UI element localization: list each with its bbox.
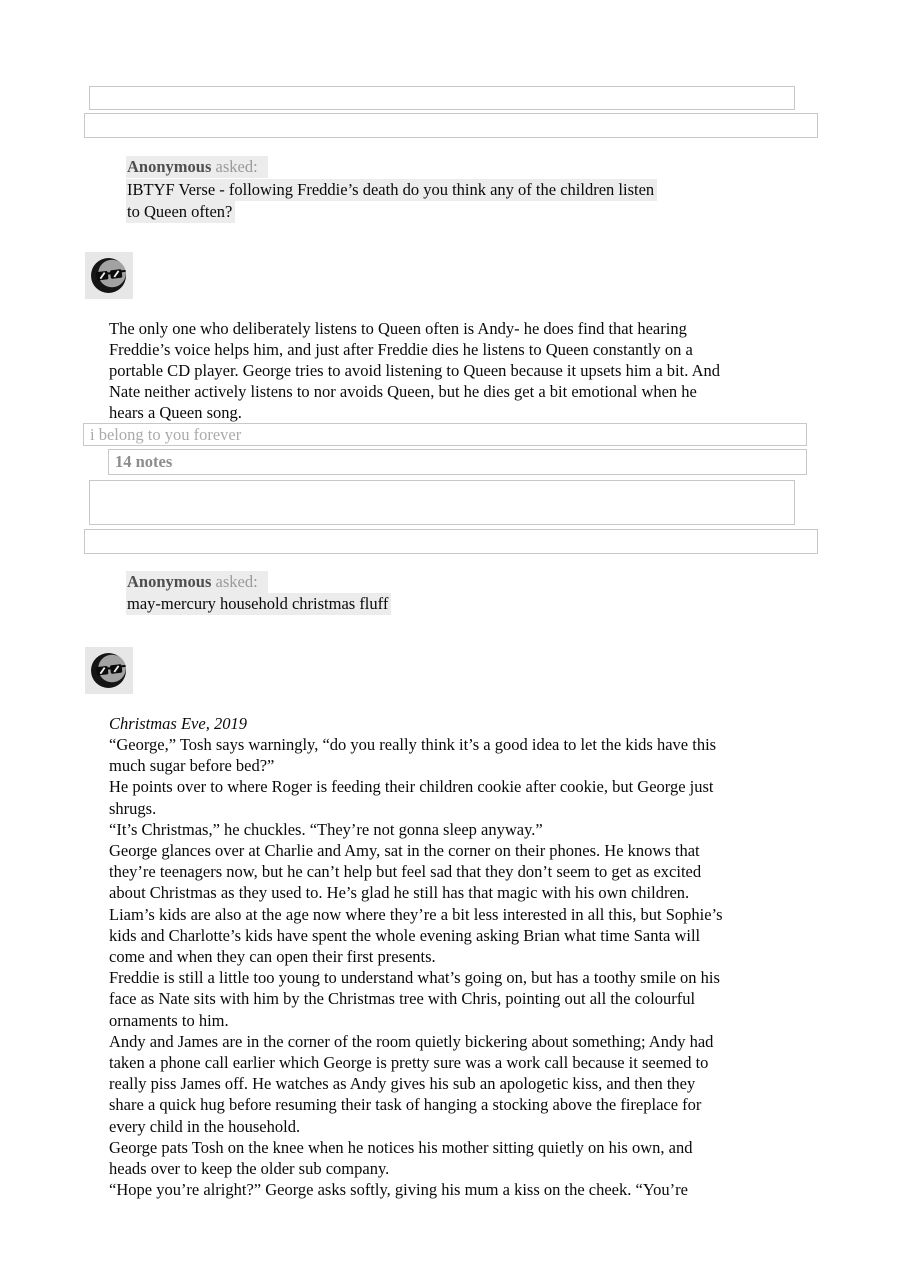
ask-header-2 — [126, 572, 268, 592]
blog-avatar-link[interactable] — [85, 252, 133, 299]
ask-header-highlight — [126, 156, 268, 178]
empty-header-box-1 — [89, 86, 795, 110]
notes-link[interactable]: 14 notes — [108, 449, 807, 475]
question-text-2: may-mercury household christmas fluff — [126, 593, 736, 615]
ask-header-1 — [126, 157, 268, 177]
empty-separator-box-2 — [84, 529, 818, 554]
moon-face-sunglasses-icon — [85, 252, 133, 299]
moon-face-sunglasses-icon — [85, 647, 133, 694]
asked-label: asked: — [215, 572, 258, 591]
story-date-line: Christmas Eve, 2019 — [109, 714, 247, 733]
answer-text-1: The only one who deliberately listens to Queen often is Andy- he does find that hearing Freddie’s voice helps him, and just after Freddie dies he listens to Queen constantly on a portable CD player. George tries to avoid listening to Queen because it upsets him a bit. And Nate neither actively listens to nor avoids Queen, but he dies get a bit emotional when he hears a Queen song. — [109, 319, 720, 422]
question-text-1: IBTYF Verse - following Freddie’s death do you think any of the children listen to Queen often? — [126, 179, 736, 222]
empty-separator-box-1 — [89, 480, 795, 525]
asked-label: asked: — [215, 157, 258, 176]
ask-header-highlight — [126, 571, 268, 593]
blog-avatar-link[interactable] — [85, 647, 133, 694]
answer-text-2: “George,” Tosh says warningly, “do you really think it’s a good idea to let the kids have this much sugar before bed?” He points over to where Roger is feeding their children cookie after cookie, but George just shrugs. “It’s Christmas,” he chuckles. “They’re not gonna sleep anyway.” George glances over at Charlie and Amy, sat in the corner on their phones. He knows that they’re teenagers now, but he can’t help but feel sad that they don’t seem to get as excited about Christmas as they used to. He’s glad he still has that magic with his own children. Liam’s kids are also at the age now where they’re a bit less interested in all this, but Sophie’s kids and Charlotte’s kids have spent the whole evening asking Brian what time Santa will come and when they can open their first presents. Freddie is still a little too young to understand what’s going on, but has a toothy smile on his face as Nate sits with him by the Christmas tree with Chris, pointing out all the colourful ornaments to him. Andy and James are in the corner of the room quietly bickering about something; Andy had taken a phone call earlier which George is pretty sure was a work call because it seemed to really piss James off. He watches as Andy gives his sub an apologetic kiss, and then they share a quick hug before resuming their task of hanging a stocking above the fireplace for every child in the household. George pats Tosh on the knee when he notices his mother sitting quietly on his own, and heads over to keep the older sub company. “Hope you’re alright?” George asks softly, giving his mum a kiss on the cheek. “You’re — [109, 735, 723, 1200]
asker-name: Anonymous — [127, 157, 212, 176]
asker-name: Anonymous — [127, 572, 212, 591]
tag-link[interactable]: i belong to you forever — [83, 423, 807, 446]
empty-header-box-2 — [84, 113, 818, 138]
